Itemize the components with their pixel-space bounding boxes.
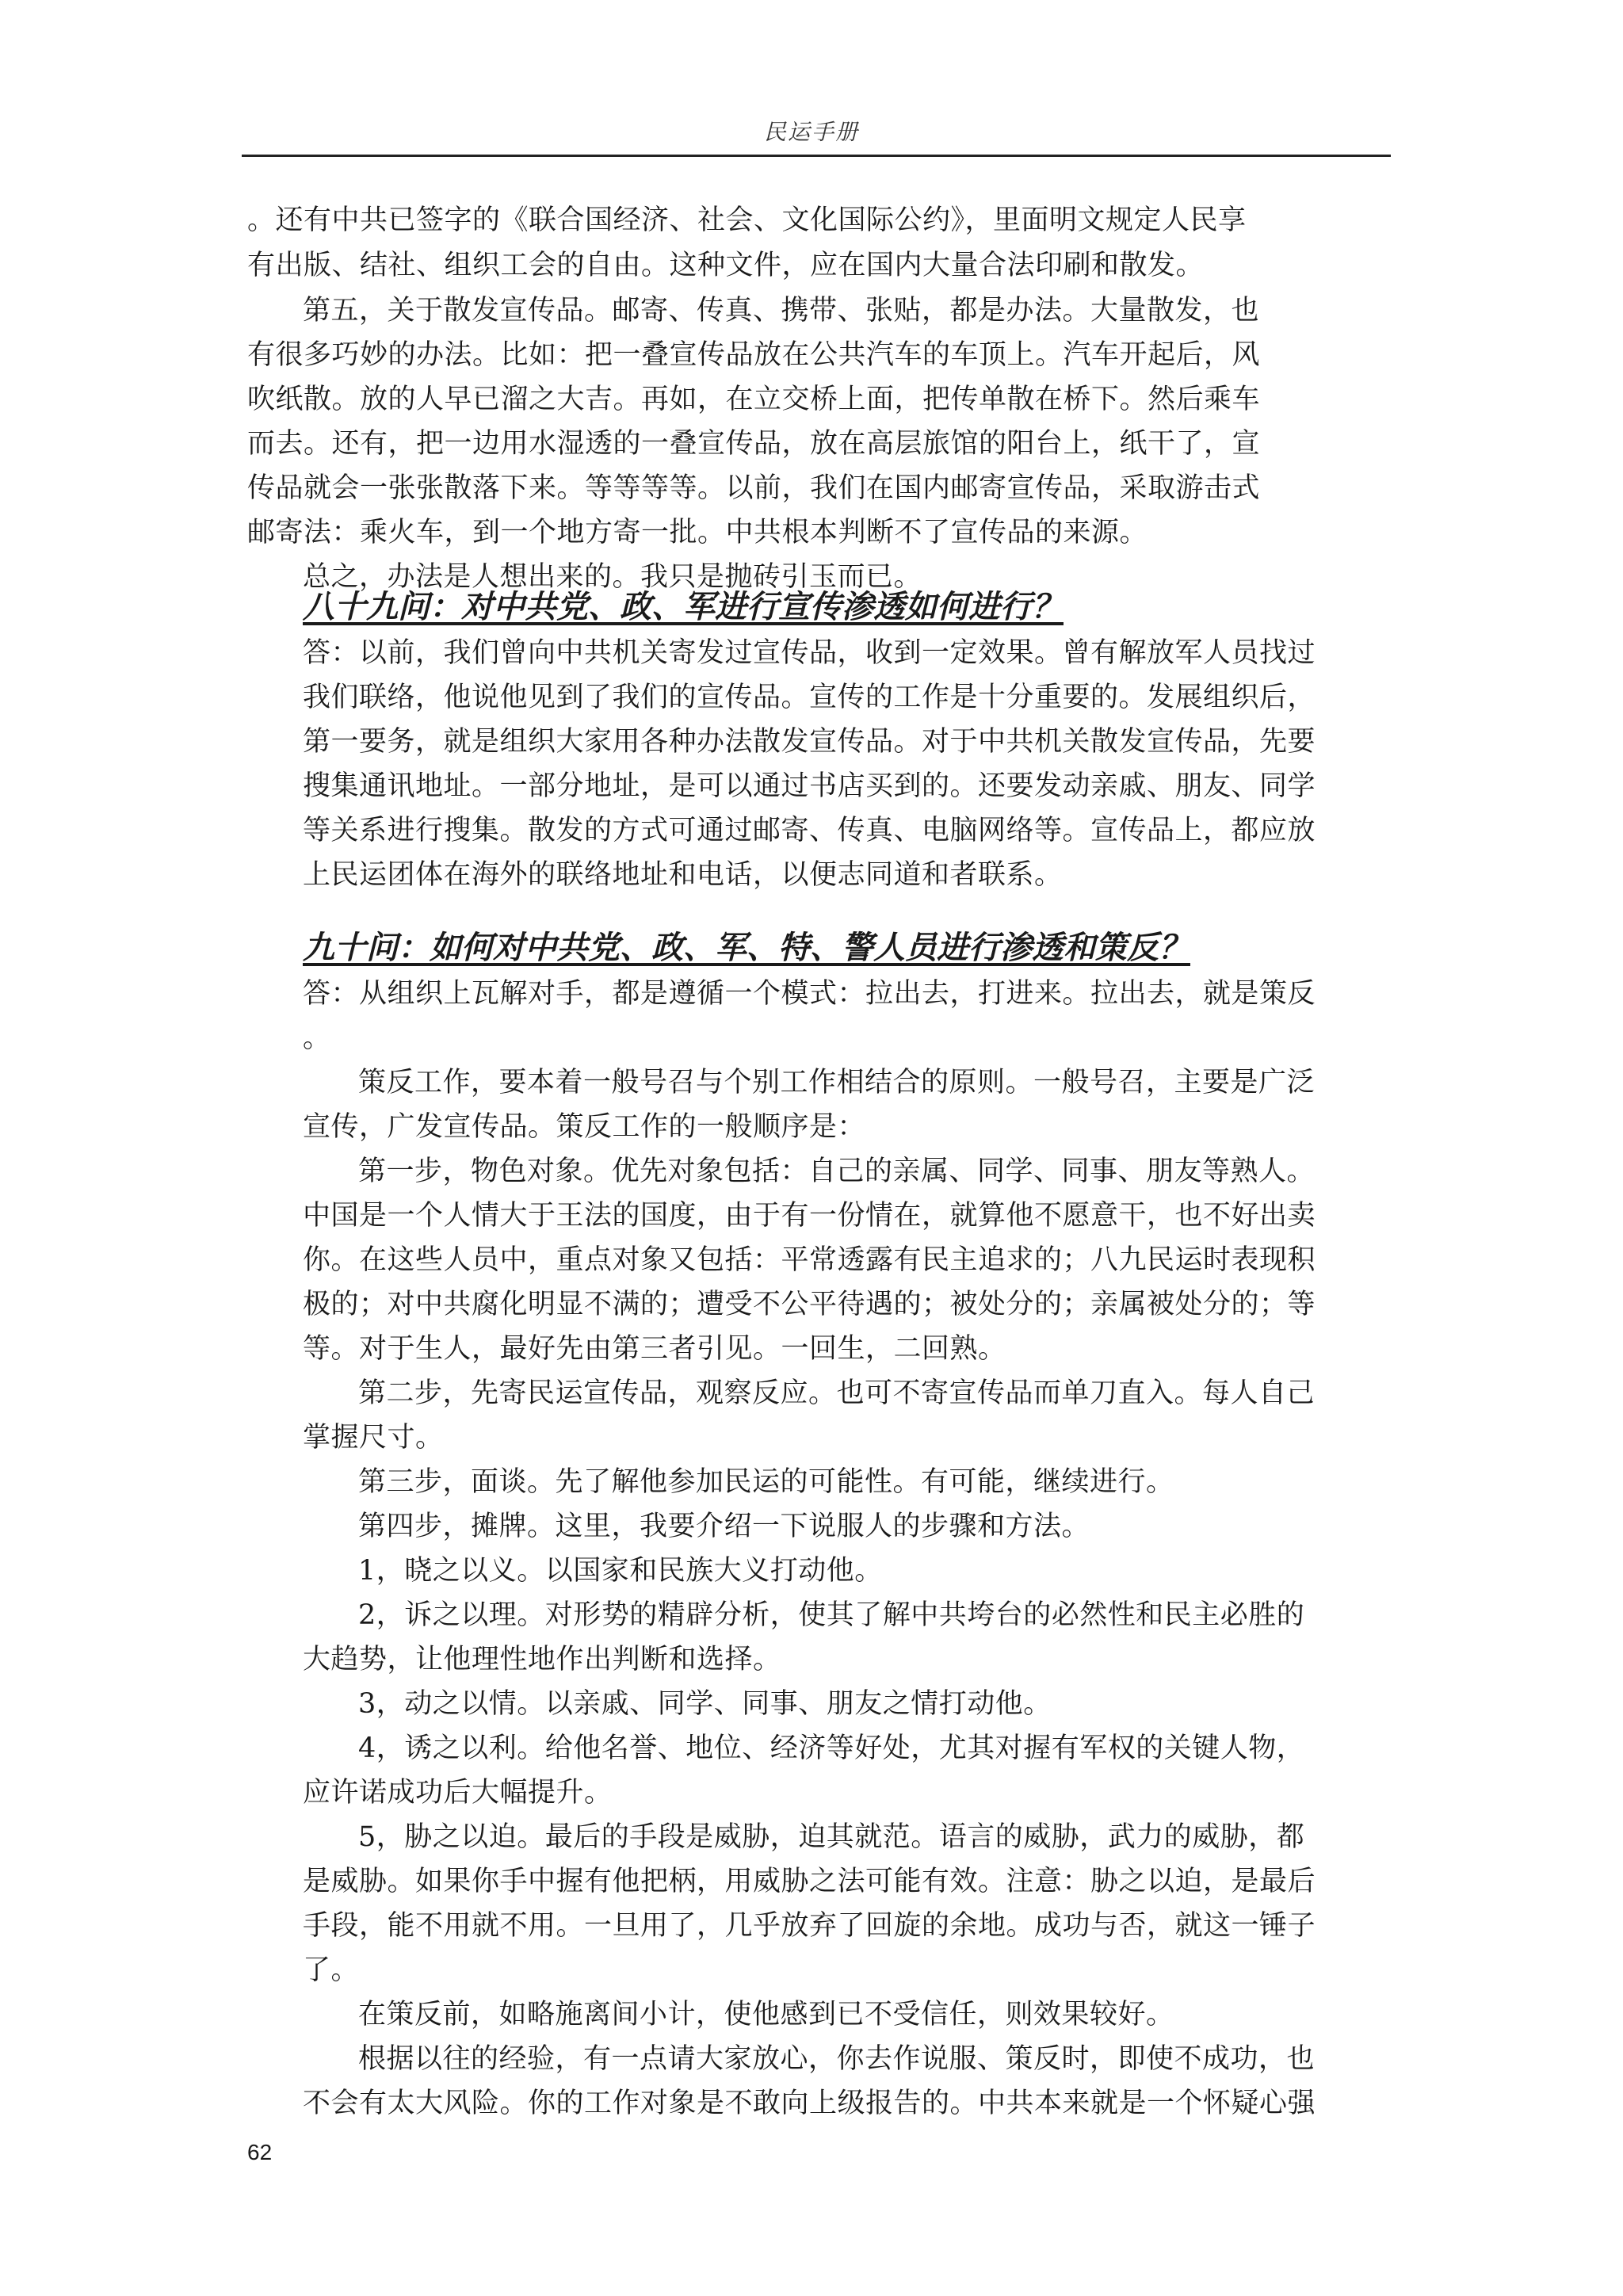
question-89-title: 八十九问：对中共党、政、军进行宣传渗透如何进行？	[303, 588, 1064, 625]
body-line: 总之，办法是人想出来的。我只是抛砖引玉而已。	[303, 561, 922, 593]
body-line: 了。	[303, 1954, 360, 1986]
body-line: 第五，关于散发宣传品。邮寄、传真、携带、张贴，都是办法。大量散发，也	[303, 295, 1260, 327]
body-line: 而去。还有，把一边用水湿透的一叠宣传品，放在高层旅馆的阳台上，纸干了，宣	[247, 428, 1261, 460]
page-header-title: 民运手册	[763, 119, 859, 145]
body-line: 第二步，先寄民运宣传品，观察反应。也可不寄宣传品而单刀直入。每人自己	[358, 1377, 1316, 1409]
body-line: 策反工作，要本着一般号召与个别工作相结合的原则。一般号召，主要是广泛	[358, 1067, 1316, 1098]
body-line: 。	[303, 1022, 331, 1054]
body-line: 大趋势，让他理性地作出判断和选择。	[303, 1644, 781, 1675]
body-line: 吹纸散。放的人早已溜之大吉。再如，在立交桥上面，把传单散在桥下。然后乘车	[247, 384, 1261, 415]
body-line: 。还有中共已签字的《联合国经济、社会、文化国际公约》，里面明文规定人民享	[247, 204, 1247, 236]
body-line: 答：以前，我们曾向中共机关寄发过宣传品，收到一定效果。曾有解放军人员找过	[303, 637, 1316, 669]
body-line: 在策反前，如略施离间小计，使他感到已不受信任，则效果较好。	[358, 1999, 1174, 2030]
body-line: 手段，能不用就不用。一旦用了，几乎放弃了回旋的余地。成功与否，就这一锤子	[303, 1910, 1316, 1942]
body-line: 极的；对中共腐化明显不满的；遭受不公平待遇的；被处分的；亲属被处分的；等	[303, 1289, 1316, 1320]
header-rule	[242, 155, 1391, 157]
body-line: 3，动之以情。以亲戚、同学、同事、朋友之情打动他。	[358, 1688, 1052, 1720]
page-number: 62	[247, 2140, 273, 2164]
body-line: 第三步，面谈。先了解他参加民运的可能性。有可能，继续进行。	[358, 1466, 1174, 1498]
body-line: 有出版、结社、组织工会的自由。这种文件，应在国内大量合法印刷和散发。	[247, 250, 1205, 281]
body-line: 中国是一个人情大于王法的国度，由于有一份情在，就算他不愿意干，也不好出卖	[303, 1200, 1316, 1232]
body-line: 根据以往的经验，有一点请大家放心，你去作说服、策反时，即使不成功，也	[358, 2043, 1316, 2075]
body-line: 搜集通讯地址。一部分地址，是可以通过书店买到的。还要发动亲戚、朋友、同学	[303, 770, 1316, 802]
body-line: 你。在这些人员中，重点对象又包括：平常透露有民主追求的；八九民运时表现积	[303, 1244, 1316, 1276]
body-line: 4，诱之以利。给他名誉、地位、经济等好处，尤其对握有军权的关键人物，	[358, 1733, 1305, 1764]
body-line: 等关系进行搜集。散发的方式可通过邮寄、传真、电脑网络等。宣传品上，都应放	[303, 815, 1316, 846]
body-line: 1，晓之以义。以国家和民族大义打动他。	[358, 1555, 883, 1587]
body-line: 是威胁。如果你手中握有他把柄，用威胁之法可能有效。注意：胁之以迫，是最后	[303, 1866, 1316, 1897]
body-line: 第一步，物色对象。优先对象包括：自己的亲属、同学、同事、朋友等熟人。	[358, 1156, 1316, 1187]
body-line: 等。对于生人，最好先由第三者引见。一回生，二回熟。	[303, 1333, 1006, 1365]
body-line: 2，诉之以理。对形势的精辟分析，使其了解中共垮台的必然性和民主必胜的	[358, 1599, 1305, 1631]
body-line: 掌握尺寸。	[303, 1422, 444, 1454]
body-line: 邮寄法：乘火车，到一个地方寄一批。中共根本判断不了宣传品的来源。	[247, 517, 1148, 548]
body-line: 宣传，广发宣传品。策反工作的一般顺序是：	[303, 1111, 866, 1143]
body-line: 不会有太大风险。你的工作对象是不敢向上级报告的。中共本来就是一个怀疑心强	[303, 2088, 1316, 2119]
body-line: 答：从组织上瓦解对手，都是遵循一个模式：拉出去，打进来。拉出去，就是策反	[303, 978, 1316, 1010]
body-line: 第四步，摊牌。这里，我要介绍一下说服人的步骤和方法。	[358, 1511, 1090, 1542]
body-line: 我们联络，他说他见到了我们的宣传品。宣传的工作是十分重要的。发展组织后，	[303, 682, 1316, 713]
body-line: 有很多巧妙的办法。比如：把一叠宣传品放在公共汽车的车顶上。汽车开起后，风	[247, 339, 1261, 371]
body-line: 传品就会一张张散落下来。等等等等。以前，我们在国内邮寄宣传品，采取游击式	[247, 472, 1261, 504]
body-line: 第一要务，就是组织大家用各种办法散发宣传品。对于中共机关散发宣传品，先要	[303, 726, 1316, 758]
body-line: 5，胁之以迫。最后的手段是威胁，迫其就范。语言的威胁，武力的威胁，都	[358, 1821, 1305, 1853]
body-line: 应许诺成功后大幅提升。	[303, 1777, 613, 1809]
question-90-title: 九十问：如何对中共党、政、军、特、警人员进行渗透和策反？	[303, 929, 1190, 966]
body-line: 上民运团体在海外的联络地址和电话，以便志同道和者联系。	[303, 859, 1063, 891]
